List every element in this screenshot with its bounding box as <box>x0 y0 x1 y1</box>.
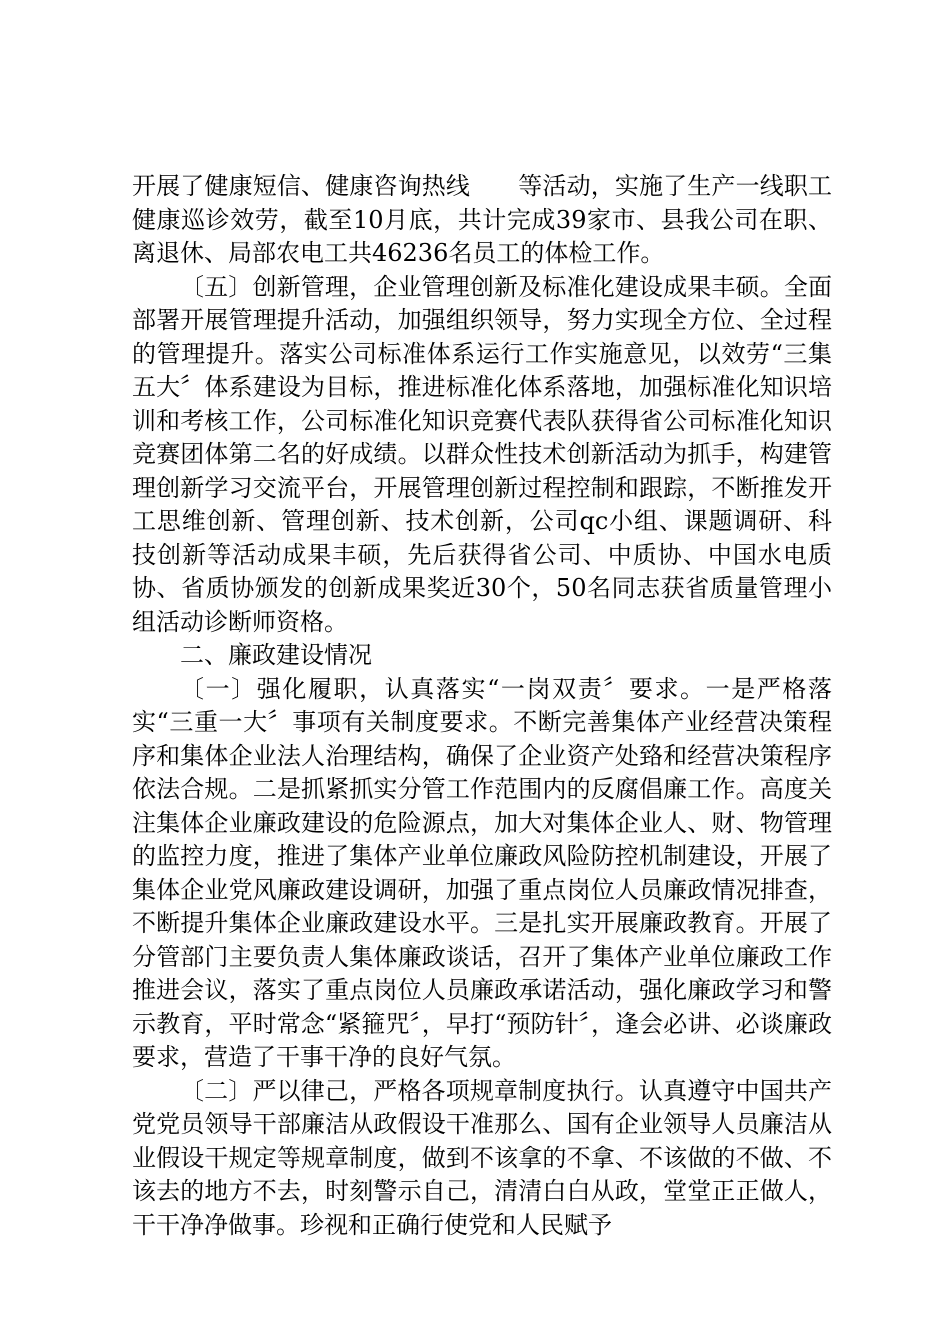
paragraph-self-discipline: 〔二〕严以律己，严格各项规章制度执行。认真遵守中国共产党党员领导干部廉洁从政假设干准那么、国有企业领导人员廉洁从业假设干规定等规章制度，做到不该拿的不拿、不该做的不做、不该去的地方不去，时刻警示自己，清清白白从政，堂堂正正做人，干干净净做事。珍视和正确行使党和人民赋予 <box>132 1076 832 1239</box>
document-page <box>132 170 832 1242</box>
section-heading-integrity: 二、廉政建设情况 <box>180 641 372 669</box>
paragraph-duty-responsibility: 〔一〕强化履职，认真落实“一岗双责〞要求。一是严格落实“三重一大〞事项有关制度要求。不断完善集体产业经营决策程序和集体企业法人治理结构，确保了企业资产处臵和经营决策程序依法合规。二是抓紧抓实分管工作范围内的反腐倡廉工作。高度关注集体企业廉政建设的危险源点，加大对集体企业人、财、物管理的监控力度，推进了集体产业单位廉政风险防控机制建设，开展了集体企业党风廉政建设调研，加强了重点岗位人员廉政情况排查，不断提升集体企业廉政建设水平。三是扎实开展廉政教育。开展了分管部门主要负责人集体廉政谈话，召开了集体产业单位廉政工作推进会议，落实了重点岗位人员廉政承诺活动，强化廉政学习和警示教育，平时常念“紧箍咒〞，早打“预防针〞，逢会必讲、必谈廉政要求，营造了干事干净的良好气氛。 <box>132 674 832 1071</box>
paragraph-innovation-management: 〔五〕创新管理，企业管理创新及标准化建设成果丰硕。全面部署开展管理提升活动，加强组织领导，努力实现全方位、全过程的管理提升。落实公司标准体系运行工作实施意见，以效劳“三集五大〞体系建设为目标，推进标准化体系落地，加强标准化知识培训和考核工作，公司标准化知识竞赛代表队获得省公司标准化知识竞赛团体第二名的好成绩。以群众性技术创新活动为抓手，构建管理创新学习交流平台，开展管理创新过程控制和跟踪，不断推发开工思维创新、管理创新、技术创新，公司qc小组、课题调研、科技创新等活动成果丰硕，先后获得省公司、中质协、中国水电质协、省质协颁发的创新成果奖近30个，50名同志获省质量管理小组活动诊断师资格。 <box>132 272 832 636</box>
paragraph-health-checkup: 开展了健康短信、健康咨询热线 等活动，实施了生产一线职工健康巡诊效劳，截至10月底，共计完成39家市、县我公司在职、离退休、局部农电工共46236名员工的体检工作。 <box>132 172 832 267</box>
